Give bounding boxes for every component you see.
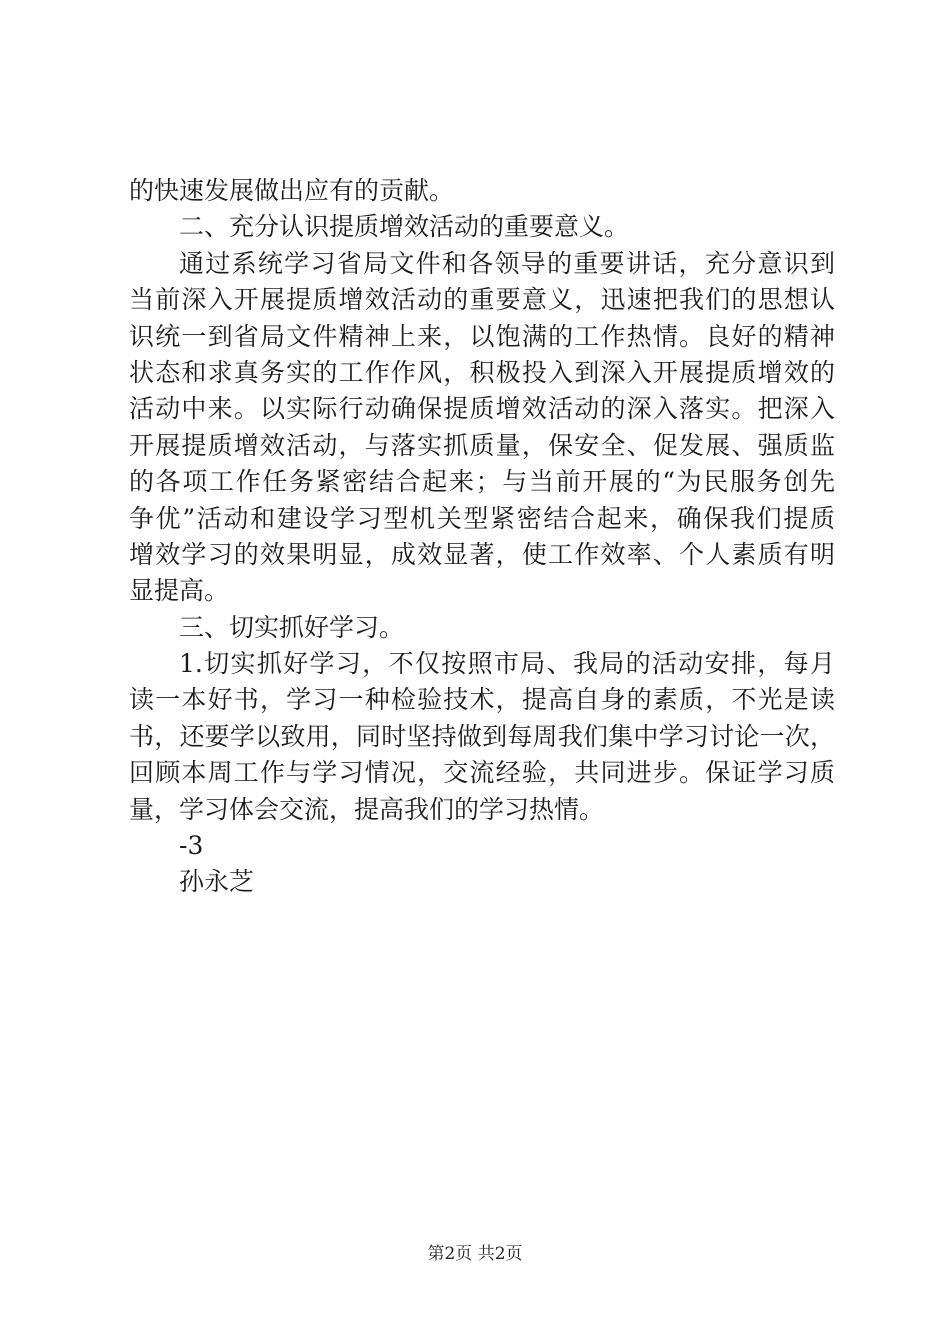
text-line-10: 争优”活动和建设学习型机关型紧密结合起来，确保我们提质 <box>129 503 835 533</box>
text-line-6: 状态和求真务实的工作作风，积极投入到深入开展提质增效的 <box>129 357 835 387</box>
section-heading-3: 三、切实抓好学习。 <box>179 612 405 642</box>
text-line-5: 识统一到省局文件精神上来，以饱满的工作热情。良好的精神 <box>129 321 835 351</box>
text-line-3: 通过系统学习省局文件和各领导的重要讲话，充分意识到 <box>179 248 835 278</box>
text-line-8: 开展提质增效活动，与落实抓质量，保安全、促发展、强质监 <box>129 430 835 460</box>
text-line-12: 显提高。 <box>129 576 230 606</box>
document-body <box>129 173 835 901</box>
text-line-16: 书，还要学以致用，同时坚持做到每周我们集中学习讨论一次， <box>129 721 835 751</box>
section-heading-2: 二、充分认识提质增效活动的重要意义。 <box>179 212 630 242</box>
text-line-7: 活动中来。以实际行动确保提质增效活动的深入落实。把深入 <box>129 394 835 424</box>
text-line-18: 量，学习体会交流，提高我们的学习热情。 <box>129 794 605 824</box>
text-line-1: 的快速发展做出应有的贡献。 <box>129 176 455 205</box>
text-line-17: 回顾本周工作与学习情况，交流经验，共同进步。保证学习质 <box>129 758 835 788</box>
text-line-14: 1.切实抓好学习，不仅按照市局、我局的活动安排，每月 <box>179 649 835 679</box>
text-line-11: 增效学习的效果明显，成效显著，使工作效率、个人素质有明 <box>129 539 835 569</box>
text-line-15: 读一本好书，学习一种检验技术，提高自身的素质，不光是读 <box>129 685 835 715</box>
page-marker: -3 <box>179 831 204 861</box>
text-line-4: 当前深入开展提质增效活动的重要意义，迅速把我们的思想认 <box>129 285 835 315</box>
author-name: 孙永芝 <box>179 867 255 897</box>
text-line-9: 的各项工作任务紧密结合起来；与当前开展的“为民服务创先 <box>129 467 835 497</box>
page-footer: 第2页 共2页 <box>427 1244 523 1264</box>
